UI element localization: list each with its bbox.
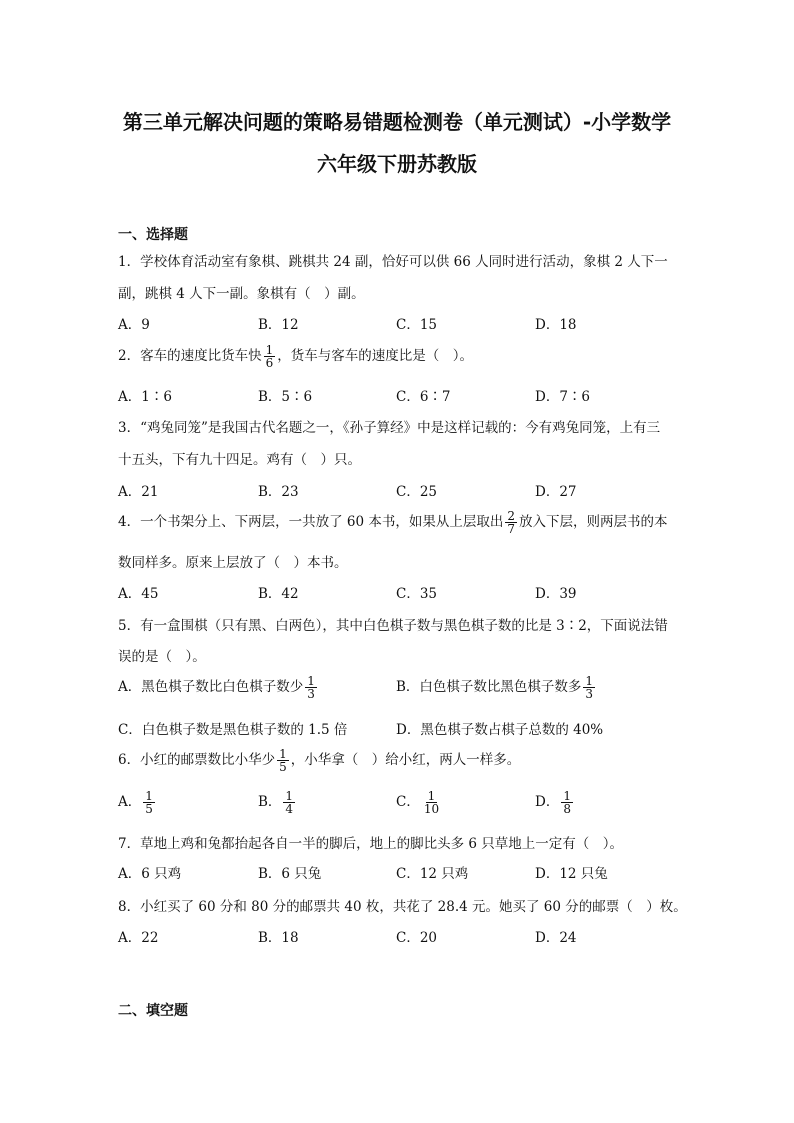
q2-fraction: $\frac{1}{6}$ [265,343,274,370]
section-heading-choice: 一、选择题 [118,227,188,243]
title-line-2: 六年级下册苏教版 [317,152,477,176]
q2-option-c: C．6∶7 [396,389,451,405]
q1-option-c: C．15 [396,317,438,333]
question-3-line-1: 3．“鸡兔同笼”是我国古代名题之一，《孙子算经》中是这样记载的：今有鸡兔同笼，上有三 [118,420,661,436]
q1-option-a: A．9 [118,317,150,333]
q2-option-a: A．1∶6 [118,389,172,405]
q1-option-d: D．18 [535,317,577,333]
q2-text-post: ，货车与客车的速度比是（ ）。 [277,348,473,364]
question-6-line [118,748,520,773]
q4-text-pre: 4．一个书架分上、下两层，一共放了 60 本书，如果从上层取出 [118,514,504,530]
q6-text-pre: 6．小红的邮票数比小华少 [118,752,276,768]
question-4-line-2: 数同样多。原来上层放了（ ）本书。 [118,555,348,571]
question-1-line-2: 副，跳棋 4 人下一副。象棋有（ ）副。 [118,286,365,302]
q7-option-d: D．12 只兔 [535,866,608,882]
q4-option-a: A．45 [118,586,159,602]
q8-option-b: B．18 [258,930,299,946]
q7-option-c: C．12 只鸡 [396,866,469,882]
q4-text-post: 放入下层，则两层书的本 [519,514,668,530]
q8-option-a: A．22 [118,930,159,946]
q8-option-c: C．20 [396,930,438,946]
q6-option-a: A． $\frac{1}{5}$ [118,789,153,816]
q6-option-c: C． $\frac{1}{10}$ [396,789,440,816]
q6-text-post: ，小华拿（ ）给小红，两人一样多。 [290,752,521,768]
q5-option-c: C．白色棋子数是黑色棋子数的 1.5 倍 [118,722,348,738]
q6-option-b: B． $\frac{1}{4}$ [258,789,294,816]
q1-option-b: B．12 [258,317,299,333]
q5-option-a-fraction: $\frac{1}{3}$ [307,674,315,701]
q2-option-b: B．5∶6 [258,389,313,405]
q4-fraction: $\frac{2}{7}$ [507,509,515,536]
q5-option-b-fraction: $\frac{1}{3}$ [585,674,594,701]
question-3-line-2: 十五头，下有九十四足。鸡有（ ）只。 [118,452,361,468]
question-4-line-1 [118,510,668,535]
question-2-line [118,344,473,369]
q3-option-c: C．25 [396,484,438,500]
question-5-line-2: 误的是（ ）。 [118,649,206,665]
q3-option-a: A．21 [118,484,159,500]
question-7-line: 7．草地上鸡和兔都抬起各自一半的脚后，地上的脚比头多 6 只草地上一定有（ ）。 [118,836,624,852]
q7-option-b: B．6 只兔 [258,866,322,882]
q4-option-b: B．42 [258,586,299,602]
q8-option-d: D．24 [535,930,577,946]
question-8-line: 8．小红买了 60 分和 80 分的邮票共 40 枚，共花了 28.4 元。她买了 60 分的邮票（ ）枚。 [118,899,687,915]
question-1-line-1: 1．学校体育活动室有象棋、跳棋共 24 副，恰好可以供 66 人同时进行活动，象棋 2 人下一 [118,254,668,270]
q3-option-d: D．27 [535,484,577,500]
section-heading-fill-blank: 二、填空题 [118,1003,188,1019]
q4-option-d: D．39 [535,586,577,602]
q5-option-d: D．黑色棋子数占棋子总数的 40% [396,722,604,738]
q2-option-d: D．7∶6 [535,389,591,405]
q5-option-b: B．白色棋子数比黑色棋子数多 $\frac{1}{3}$ [396,674,594,701]
q7-option-a: A．6 只鸡 [118,866,182,882]
q2-text-pre: 2．客车的速度比货车快 [118,348,262,364]
q6-fraction: $\frac{1}{5}$ [279,747,287,774]
q5-option-a: A．黑色棋子数比白色棋子数少 $\frac{1}{3}$ [118,674,315,701]
title-line-1: 第三单元解决问题的策略易错题检测卷（单元测试）-小学数学 [122,110,672,134]
q6-option-d: D． $\frac{1}{8}$ [535,789,571,816]
q3-option-b: B．23 [258,484,299,500]
question-5-line-1: 5．有一盒围棋（只有黑、白两色），其中白色棋子数与黑色棋子数的比是 3∶2，下面说法错 [118,618,668,634]
q4-option-c: C．35 [396,586,438,602]
